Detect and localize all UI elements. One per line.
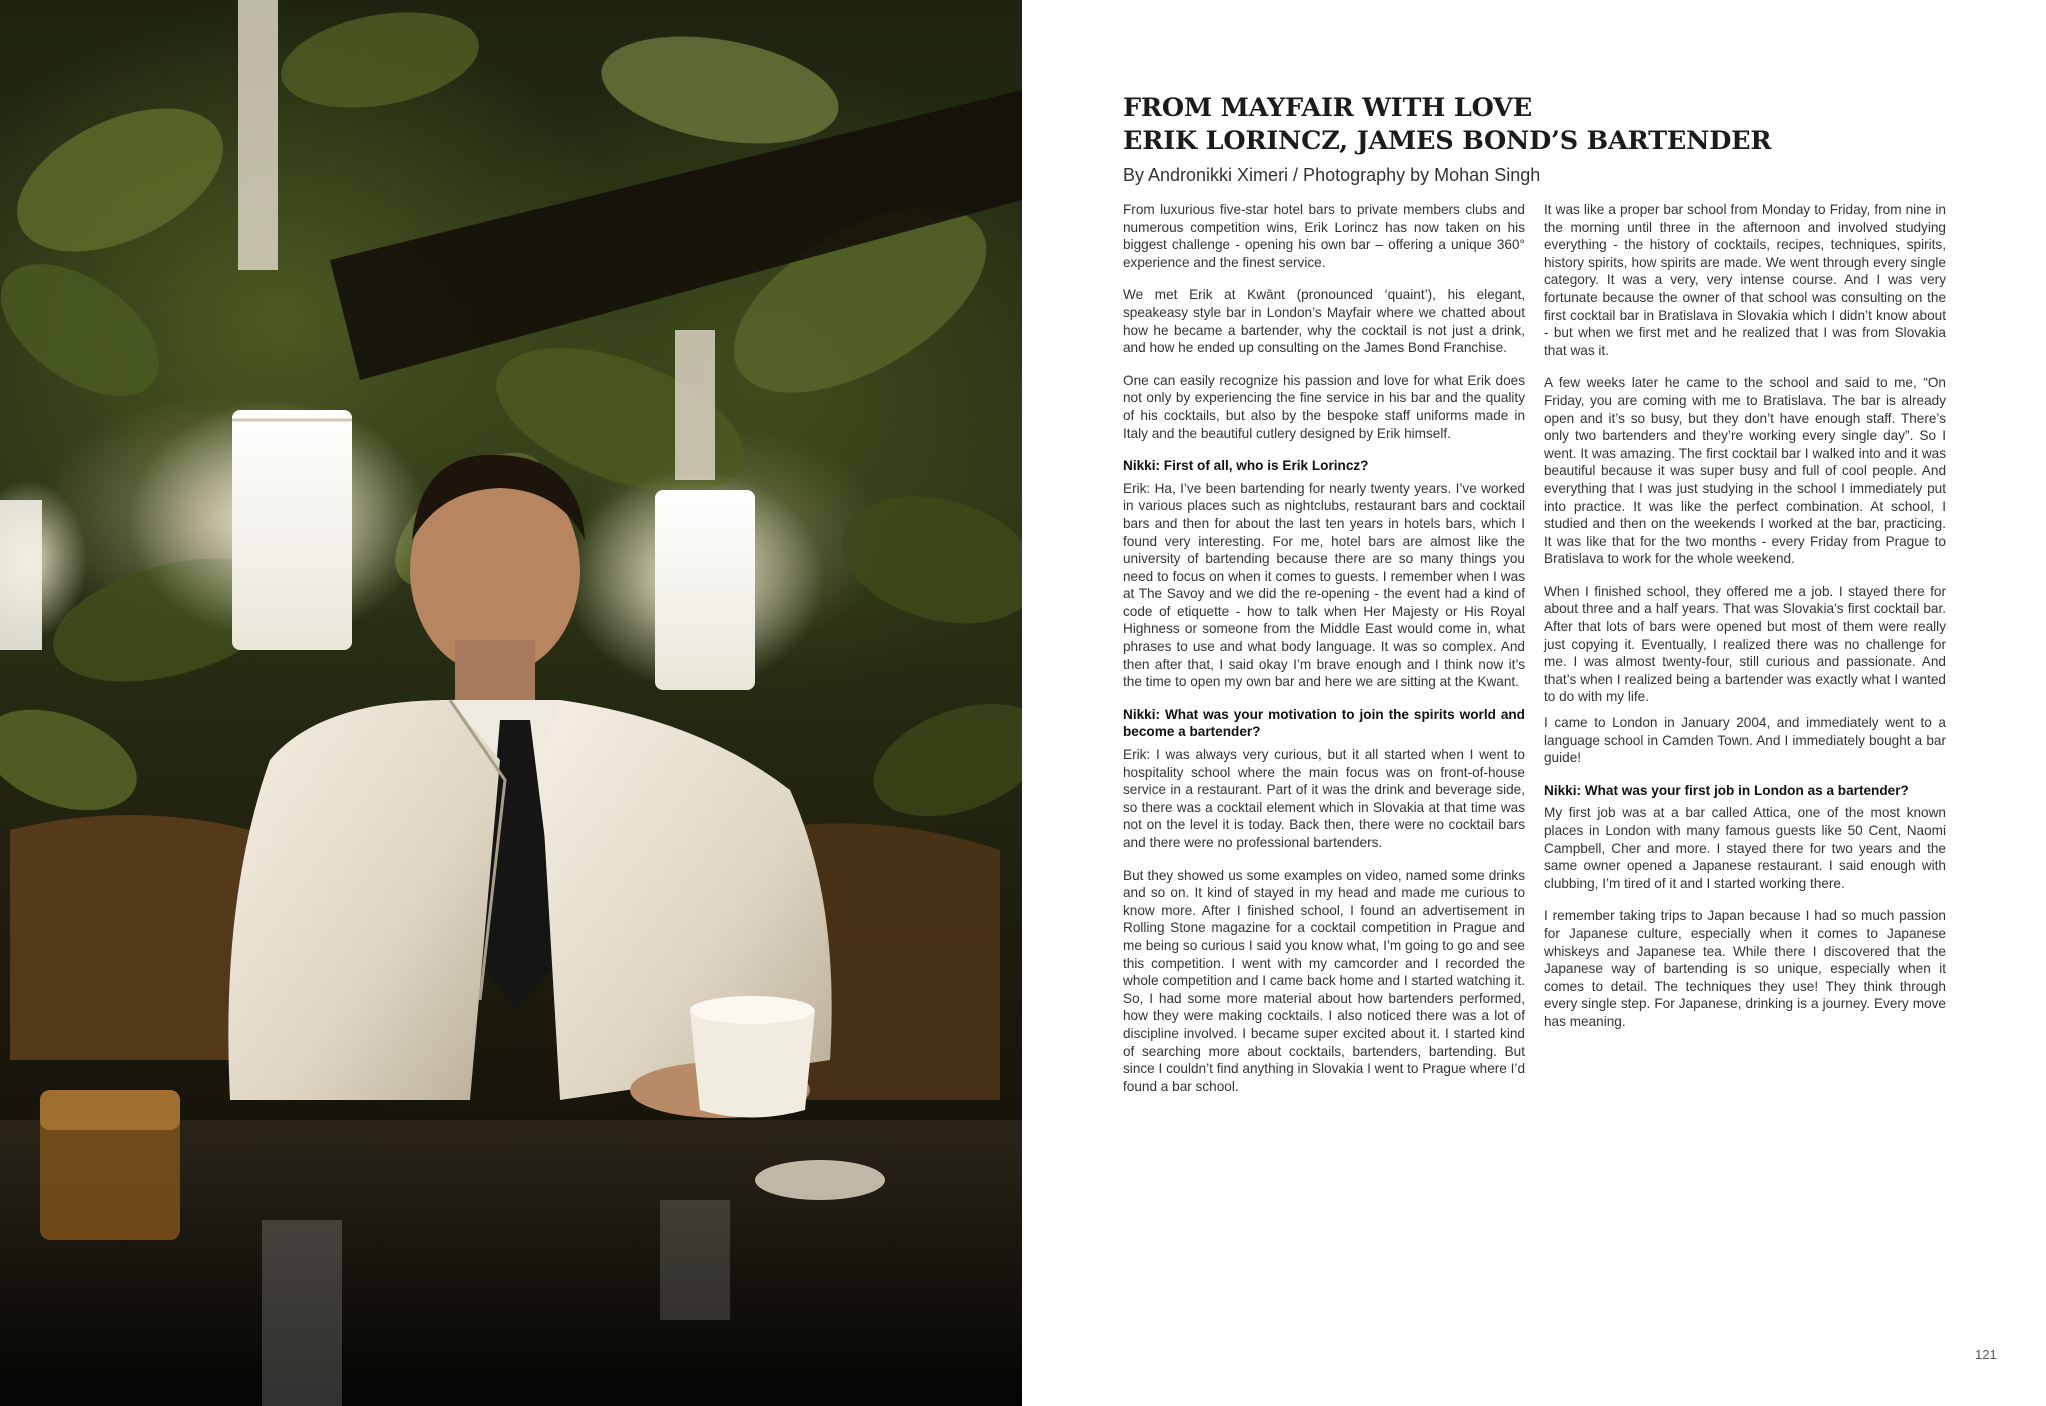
- paragraph: I came to London in January 2004, and immediately went to a language school in Camden Town. And I immediately bought a bar guide!: [1544, 715, 1946, 766]
- title-line-2: ERIK LORINCZ, JAMES BOND’S BARTENDER: [1123, 126, 1772, 156]
- bartender-portrait-photo: [0, 0, 1022, 1406]
- whisky-glass: [40, 1090, 180, 1240]
- paragraph: One can easily recognize his passion and love for what Erik does not only by experiencing the fine service in his bar and the quality of his cocktails, but also by the bespoke staff uniforms made in Italy and the beautiful cutlery designed by Erik himself.: [1123, 372, 1525, 441]
- article-column-left: [1123, 201, 1525, 1110]
- paragraph: A few weeks later he came to the school and said to me, “On Friday, you are coming with me to Bratislava. The bar is already open and it’s so busy, but they don’t have enough staff. There’s only two bartenders and they’re working every single day”. So I went. It was amazing. The first cocktail bar I walked into and it was beautiful because it was super busy and full of cool people. And everything that I was just studying in the school I immediately put into practice. It was like the perfect combination. At school, I studied and then on the weekends I worked at the bar, practicing. It was like that for the two months - every Friday from Prague to Bratislava to work for the whole weekend.: [1544, 375, 1946, 567]
- paragraph: Erik: I was always very curious, but it all started when I went to hospitality school where the main focus was on front-of-house service in a restaurant. Part of it was the drink and beverage side, so there was a cocktail element which in Slovakia at that time was not on the level it is today. Back then, there were no cocktail bars and there were no professional bartenders.: [1123, 747, 1525, 850]
- photo-illustration: [0, 0, 1022, 1406]
- byline: By Andronikki Ximeri / Photography by Mohan Singh: [1123, 165, 1541, 185]
- article-column-right: [1544, 201, 1946, 1046]
- paragraph: When I finished school, they offered me a job. I stayed there for about three and a half years. That was Slovakia’s first cocktail bar. After that lots of bars were opened but most of them were really just copying it. Eventually, I realized there was no challenge for me. I was almost twenty-four, still curious and passionate. And that’s when I realized being a bartender was exactly what I wanted to do with my life.: [1544, 583, 1946, 705]
- interview-question: Nikki: What was your first job in London as a bartender?: [1544, 782, 1909, 798]
- paragraph: I remember taking trips to Japan because I had so much passion for Japanese culture, especially when it comes to Japanese whiskeys and Japanese tea. While there I discovered that the Japanese way of bartending is so unique, especially when it comes to detail. The techniques they use! They think through every single step. For Japanese, drinking is a journey. Every move has meaning.: [1544, 908, 1946, 1029]
- paragraph: We met Erik at Kwānt (pronounced ‘quaint’), his elegant, speakeasy style bar in London’s Mayfair where we chatted about how he became a bartender, why the cocktail is not just a drink, and how he ended up consulting on the James Bond Franchise.: [1123, 287, 1525, 356]
- page-number: 121: [1975, 1347, 1997, 1362]
- paragraph: Erik: Ha, I’ve been bartending for nearly twenty years. I’ve worked in various places such as nightclubs, restaurant bars and cocktail bars and then for about the last ten years in hotels bars, which I found very interesting. For me, hotel bars are almost like the university of bartending because there are so many things you need to focus on when it comes to guests. I remember when I was at The Savoy and we did the re-opening - the event had a kind of code of etiquette - how to talk when Her Majesty or His Royal Highness or someone from the Middle East would come in, what phrases to use and what body language. It was so complex. And then after that, I said okay I’m brave enough and I think now it’s the time to open my own bar and here we are sitting at the Kwant.: [1123, 480, 1525, 690]
- paragraph: From luxurious five-star hotel bars to private members clubs and numerous competition wins, Erik Lorincz has now taken on his biggest challenge - opening his own bar – offering a unique 360° experience and the finest service.: [1123, 202, 1525, 270]
- title-line-1: FROM MAYFAIR WITH LOVE: [1123, 93, 1532, 123]
- article: [1022, 0, 2046, 1406]
- paragraph: It was like a proper bar school from Monday to Friday, from nine in the morning until three in the afternoon and involved studying everything - the history of cocktails, recipes, techniques, spirits, history spirits, how spirits are made. We went through every single category. It was a very, very intense course. And I was very fortunate because the owner of that school was consulting on the first cocktail bar in Bratislava in Slovakia which I didn’t know about - but when we first met and he realized that I was from Slovakia that was it.: [1544, 202, 1946, 358]
- interview-question: Nikki: First of all, who is Erik Lorincz?: [1123, 458, 1369, 474]
- interview-question: Nikki: What was your motivation to join the spirits world and become a bartender?: [1123, 706, 1525, 740]
- paragraph: My first job was at a bar called Attica, one of the most known places in London with many famous guests like 50 Cent, Naomi Campbell, Cher and more. I stayed there for two years and the same owner opened a Japanese restaurant. I said enough with clubbing, I’m tired of it and I started working there.: [1544, 805, 1946, 891]
- paragraph: But they showed us some examples on video, named some drinks and so on. It kind of stayed in my head and made me curious to know more. After I finished school, I found an advertisement in Rolling Stone magazine for a cocktail competition in Prague and me being so curious I said you know what, I’m going to go and see this competition. I went with my camcorder and I recorded the whole competition and I came back home and I started watching it. So, I had some more material about how bartenders performed, how they were making cocktails. I also noticed there was a lot of discipline involved. I became super excited about it. I started kind of searching more about cocktails, bartenders, bartending. But since I couldn’t find anything in Slovakia I went to Prague where I’d found a bar school.: [1123, 867, 1526, 1094]
- article-title: [1123, 92, 1983, 158]
